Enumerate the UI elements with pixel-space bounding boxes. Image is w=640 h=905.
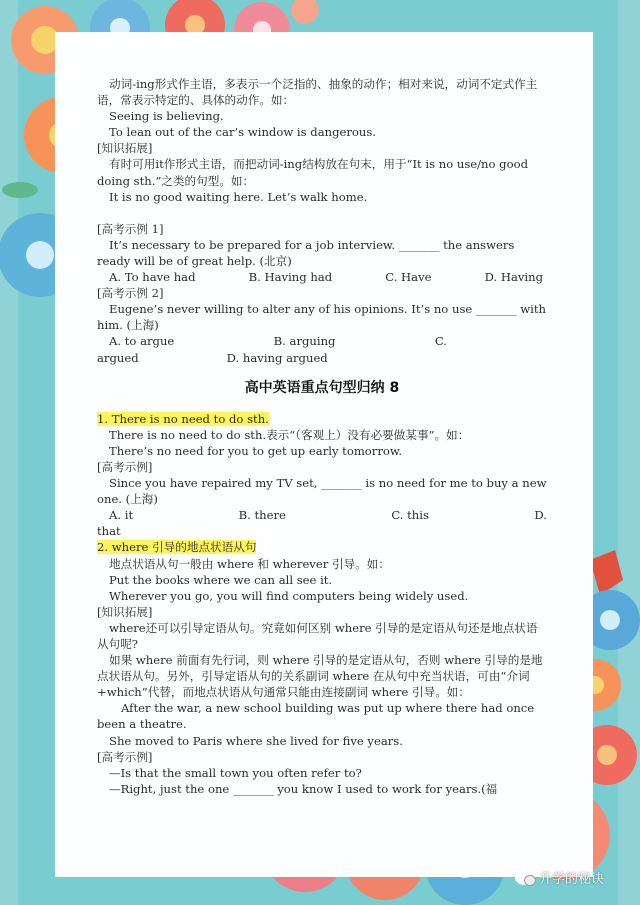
option-a: A. to argue: [109, 334, 175, 349]
option-b: B. Having had: [248, 270, 333, 285]
example-sentence: Put the books where we can all see it.: [109, 572, 333, 587]
section-heading: 高中英语重点句型归纳 8: [244, 379, 400, 396]
option-c: C.: [434, 334, 447, 349]
option-c: C. Have: [385, 270, 432, 285]
answer-options: [97, 269, 547, 285]
example-sentence: It is no good waiting here. Let’s walk home.: [109, 189, 368, 204]
knowledge-extension-label: [知识拓展]: [97, 604, 153, 619]
example-sentence: Seeing is believing.: [109, 109, 224, 124]
point-title-highlighted: 1. There is no need to do sth.: [97, 411, 269, 426]
option-d: D. Having: [484, 270, 543, 285]
extension-paragraph: 有时可用it作形式主语，而把动词-ing结构放在句末，用于“It is no use/no good doing sth.”之类的句型。如：: [97, 157, 528, 188]
option-d: D.: [534, 508, 547, 523]
document-content: [97, 76, 547, 797]
example-sentence: To lean out of the car’s window is dangerous.: [109, 125, 376, 140]
option-a: A. To have had: [109, 270, 196, 285]
exam-example-label: [高考示例]: [97, 749, 153, 764]
answer-options: [97, 507, 547, 523]
example-sentence: She moved to Paris where she lived for five years.: [109, 733, 403, 748]
point-title-highlighted: 2. where 引导的地点状语从句: [97, 540, 257, 555]
option-d: D. having argued: [226, 350, 328, 365]
exam-example-label: [高考示例 1]: [97, 221, 164, 236]
option-b: B. there: [238, 508, 286, 523]
extension-paragraph: where还可以引导定语从句。究竟如何区别 where 引导的是定语从句还是地点状语从句呢?: [97, 620, 538, 651]
exam-question: Eugene’s never willing to alter any of his opinions. It’s no use _______ with him. (上海): [97, 302, 546, 333]
intro-paragraph: 动词-ing形式作主语，多表示一个泛指的、抽象的动作；相对来说，动词不定式作主语，常表示特定的、具体的动作。如：: [97, 77, 538, 108]
example-sentence: After the war, a new school building was put up where there had once been a theatre.: [97, 701, 535, 732]
wechat-watermark: [515, 868, 604, 887]
dialogue-line: —Is that the small town you often refer to?: [109, 765, 362, 780]
dialogue-line: —Right, just the one _______ you know I used to work for years.(福: [109, 781, 498, 796]
exam-question: It’s necessary to be prepared for a job interview. _______ the answers ready will be of great help. (北京): [97, 237, 515, 268]
example-sentence: There’s no need for you to get up early tomorrow.: [109, 443, 403, 458]
exam-question: Since you have repaired my TV set, _______ is no need for me to buy a new one. (上海): [97, 476, 547, 507]
answer-options: [97, 333, 547, 349]
answer-options-continued: [97, 350, 547, 366]
wechat-icon: [515, 870, 533, 885]
option-a: A. it: [109, 508, 134, 523]
knowledge-extension-label: [知识拓展]: [97, 141, 153, 156]
option-b: B. arguing: [273, 334, 336, 349]
watermark-text: 升学的秘诀: [539, 872, 605, 887]
option-d-text: that: [97, 524, 121, 539]
extension-paragraph: 如果 where 前面有先行词，则 where 引导的是定语从句，否则 where 引导的是地点状语从句。另外，引导定语从句的关系副词 where 在从句中充当状语，可由“介词+which”代替，而地点状语从句通常只能由连接副词 where 引导。如：: [97, 653, 543, 700]
explanation-paragraph: 地点状语从句一般由 where 和 wherever 引导。如：: [109, 556, 390, 571]
example-sentence: Wherever you go, you will find computers being widely used.: [109, 588, 469, 603]
exam-example-label: [高考示例]: [97, 459, 153, 474]
option-c-text: argued: [97, 350, 139, 365]
option-c: C. this: [391, 508, 429, 523]
explanation-paragraph: There is no need to do sth.表示“（客观上）没有必要做某事”。如：: [109, 427, 470, 442]
exam-example-label: [高考示例 2]: [97, 286, 164, 301]
